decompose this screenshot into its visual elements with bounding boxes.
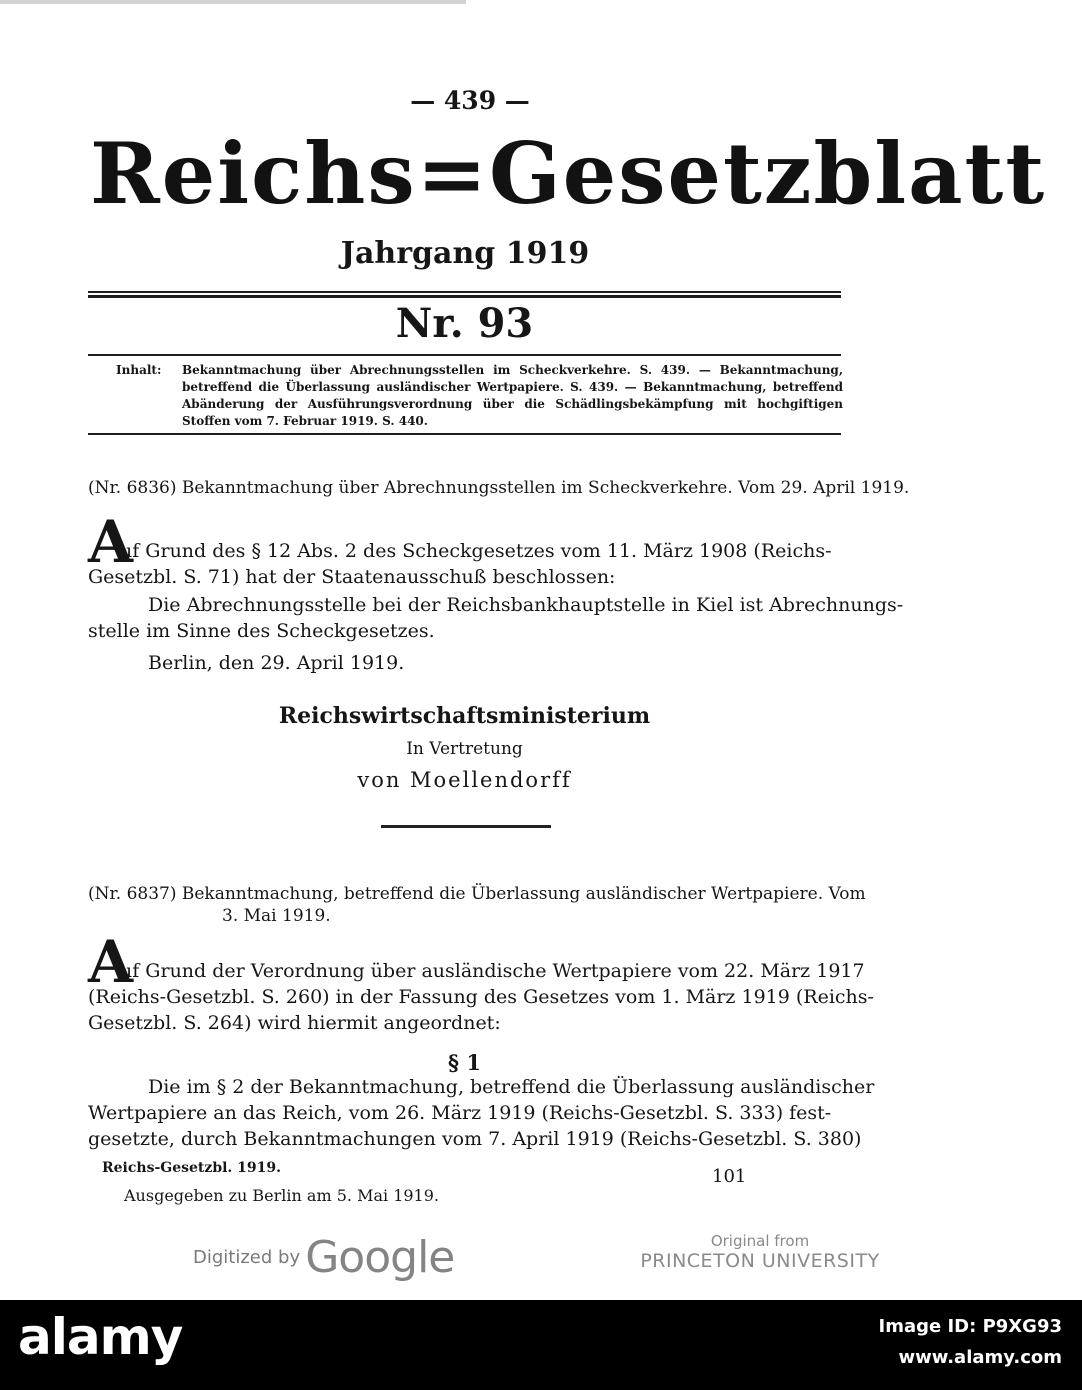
ministry-name: Reichswirtschaftsministerium xyxy=(278,703,651,729)
google-watermark xyxy=(193,1232,454,1283)
stock-url: www.alamy.com xyxy=(898,1347,1062,1368)
header-rule-top-thin xyxy=(88,291,841,293)
notice-1-line-1: uf Grund des § 12 Abs. 2 des Scheckgesetzes vom 11. März 1908 (Reichs- xyxy=(120,540,832,562)
section-1-line-1: Die im § 2 der Bekanntmachung, betreffend die Überlassung ausländischer xyxy=(148,1076,875,1098)
header-rule-middle xyxy=(88,354,841,356)
in-vertretung: In Vertretung xyxy=(406,739,523,759)
notice-2-heading: (Nr. 6837) Bekanntmachung, betreffend die Überlassung ausländischer Wertpapiere. Vom xyxy=(88,884,866,904)
page-number: — 439 — xyxy=(410,86,530,115)
notice-2-heading-date: 3. Mai 1919. xyxy=(222,906,331,926)
header-rule-bottom xyxy=(88,433,841,435)
footer-source: Reichs-Gesetzbl. 1919. xyxy=(102,1160,282,1176)
table-of-contents xyxy=(116,362,843,430)
signatory: von Moellendorff xyxy=(357,768,572,792)
gazette-title: Reichs=Gesetzblatt xyxy=(90,124,1047,223)
image-id: Image ID: P9XG93 xyxy=(878,1316,1062,1337)
footer-issued: Ausgegeben zu Berlin am 5. Mai 1919. xyxy=(124,1186,439,1205)
notice-2-line-1: uf Grund der Verordnung über ausländische Wertpapiere vom 22. März 1917 xyxy=(120,960,865,982)
section-1-line-2: Wertpapiere an das Reich, vom 26. März 1919 (Reichs-Gesetzbl. S. 333) fest- xyxy=(88,1102,832,1124)
contents-label: Inhalt: xyxy=(116,363,162,377)
contents-text: Bekanntmachung über Abrechnungsstellen im Scheckverkehre. S. 439. — Bekanntmachung, betreffend die Überlassung ausländischer Wertpapiere. S. 439. — Bekanntmachung, betreffend Abänderung der Ausführungsverordnung über die Schädlingsbekämpfung mit hochgiftigen Stoffen vom 7. Februar 1919. S. 440. xyxy=(182,363,843,428)
notice-2-dropcap: A xyxy=(88,928,134,996)
original-from-text: Original from xyxy=(710,1232,810,1250)
notice-2-line-2: (Reichs-Gesetzbl. S. 260) in der Fassung des Gesetzes vom 1. März 1919 (Reichs- xyxy=(88,986,874,1008)
google-logo: Google xyxy=(305,1232,455,1283)
top-edge-bar xyxy=(0,0,466,4)
notice-1-line-2: Gesetzbl. S. 71) hat der Staatenausschuß beschlossen: xyxy=(88,566,616,588)
notice-1-line-4: stelle im Sinne des Scheckgesetzes. xyxy=(88,620,435,642)
notice-1-place-date: Berlin, den 29. April 1919. xyxy=(148,652,405,674)
issue-number: Nr. 93 xyxy=(395,300,534,347)
section-divider xyxy=(381,825,551,828)
notice-1-dropcap: A xyxy=(88,508,134,576)
notice-1-line-3: Die Abrechnungsstelle bei der Reichsbankhauptstelle in Kiel ist Abrechnungs- xyxy=(148,594,904,616)
digitized-by-text: Digitized by xyxy=(193,1247,301,1268)
gazette-year: Jahrgang 1919 xyxy=(340,236,590,271)
section-1-heading: § 1 xyxy=(448,1050,481,1075)
alamy-logo: alamy xyxy=(18,1308,183,1366)
notice-2-line-3: Gesetzbl. S. 264) wird hiermit angeordnet: xyxy=(88,1012,501,1034)
princeton-university-text: PRINCETON UNIVERSITY xyxy=(640,1250,880,1272)
notice-1-heading: (Nr. 6836) Bekanntmachung über Abrechnungsstellen im Scheckverkehre. Vom 29. April 1919. xyxy=(88,478,910,498)
princeton-watermark xyxy=(640,1232,880,1272)
header-rule-top-thick xyxy=(88,295,841,298)
footer-sheet-number: 101 xyxy=(712,1166,747,1187)
section-1-line-3: gesetzte, durch Bekanntmachungen vom 7. April 1919 (Reichs-Gesetzbl. S. 380) xyxy=(88,1128,862,1150)
